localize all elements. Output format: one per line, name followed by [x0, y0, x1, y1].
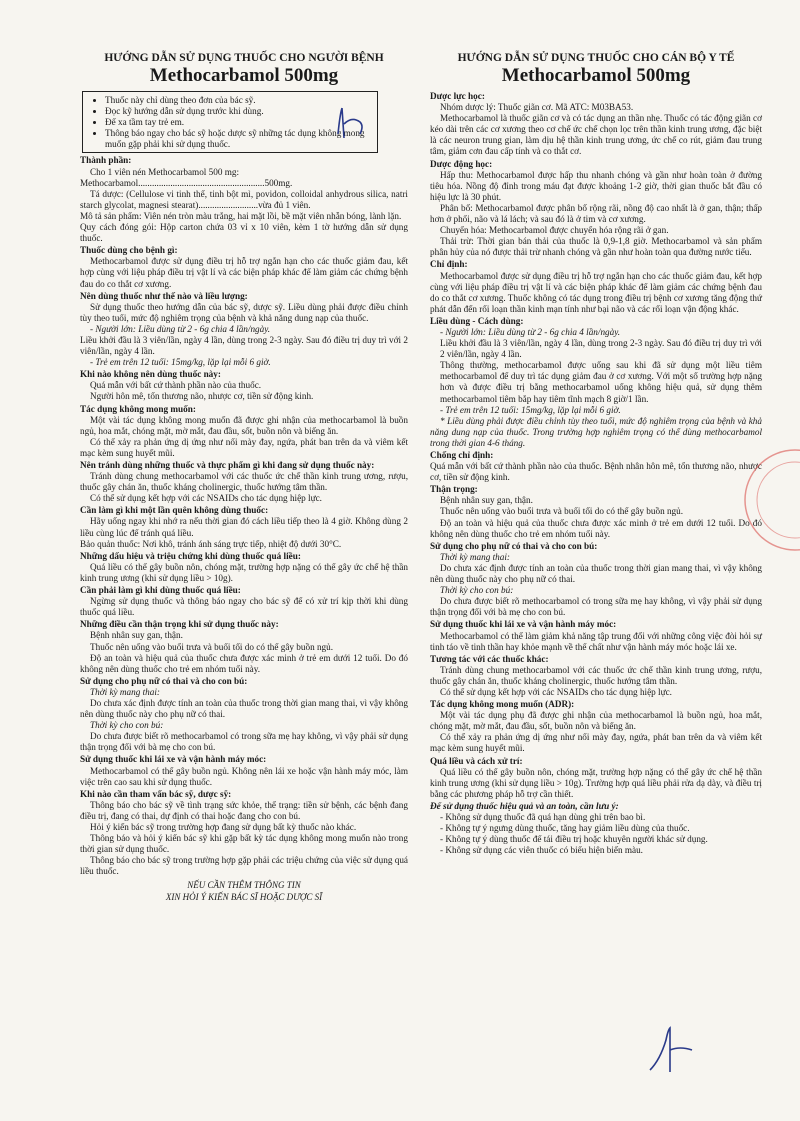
paragraph: Cho 1 viên nén Methocarbamol 500 mg:: [90, 166, 240, 177]
paragraph: - Người lớn: Liều dùng từ 2 - 6g chia 4 lần/ngày.: [440, 326, 621, 337]
paragraph: Do chưa xác định được tính an toàn của thuốc trong thời gian mang thai, vì vậy không nên dùng thuốc này cho phụ nữ có thai.: [430, 562, 762, 585]
section-heading: Khi nào cần tham vấn bác sỹ, dược sỹ:: [80, 788, 232, 799]
paragraph: Liều khởi đầu là 3 viên/lần, ngày 4 lần, dùng trong 2-3 ngày. Sau đó điều trị duy trì với 2 viên/lần, ngày 4 lần.: [440, 338, 762, 360]
paragraph: Thải trừ: Thời gian bán thải của thuốc là 0,9-1,8 giờ. Methocarbamol và sản phẩm phân hủy của nó được thải trừ nhanh chóng và gần như hoàn toàn qua đường nước tiểu.: [430, 236, 762, 258]
warning-list: [91, 95, 371, 150]
paragraph: Phân bố: Methocarbamol được phân bố rộng rãi, nồng độ cao nhất là ở gan, thận; thấp hơn ở phổi, não và lá lách; và sau đó là ở tim và cơ xương.: [430, 202, 762, 225]
section-heading: Sử dụng thuốc khi lái xe và vận hành máy móc:: [430, 619, 617, 630]
paragraph: Ngừng sử dụng thuốc và thông báo ngay cho bác sỹ để có xử trí kịp thời khi dùng thuốc quá liều.: [80, 596, 408, 618]
paragraph: - Trẻ em trên 12 tuổi: 15mg/kg, lặp lại mỗi 6 giờ.: [90, 357, 271, 368]
paragraph: Người hôn mê, tổn thương não, nhược cơ, tiền sử động kinh.: [90, 391, 314, 402]
signature-mark-bottom: [640, 1020, 700, 1080]
paragraph: Thông thường, methocarbamol được uống sau khi đã sử dụng một liều tiêm methocarbamol để duy trì tác dụng giảm đau ở cơ xương. Với một số trường hợp nặng hơn và được điều trị bằng methocarbamol uống không hiệu quả, sử dụng thêm methocarbamol tiêm bắp hay tiêm tĩnh mạch 8 giờ/1 lần.: [440, 360, 762, 404]
paragraph: Tá dược: (Cellulose vi tinh thể, tinh bột mì, povidon, colloidal anhydrous silica, natri starch glycolat, magnesi stearat)..........................vừa đủ 1 viên.: [80, 188, 408, 210]
usage-note: - Không tự ý ngưng dùng thuốc, tăng hay giảm liều dùng của thuốc.: [440, 823, 690, 834]
paragraph: Một vài tác dụng không mong muốn đã được ghi nhận của methocarbamol là buồn ngủ, hoa mắt, chóng mặt, mờ mắt, đau đầu, sốt, buồn nôn và biếng ăn.: [80, 414, 408, 436]
paragraph: - Trẻ em trên 12 tuổi: 15mg/kg, lặp lại mỗi 6 giờ.: [440, 404, 621, 415]
paragraph: Quy cách đóng gói: Hộp carton chứa 03 vỉ x 10 viên, kèm 1 tờ hướng dẫn sử dụng thuốc.: [80, 222, 408, 244]
signature-mark-top: [330, 104, 370, 144]
paragraph: Hấp thu: Methocarbamol được hấp thu nhanh chóng và gần như hoàn toàn ở đường tiêu hóa. Nồng độ đỉnh trong máu đạt được khoảng 1-2 giờ, thời gian thuốc bắt đầu có hiệu lực là 30 phút.: [430, 169, 762, 202]
footer-more-info: NẾU CẦN THÊM THÔNG TIN: [187, 880, 301, 891]
section-heading: Nên dùng thuốc như thế nào và liều lượng:: [80, 290, 248, 301]
paragraph: Có thể sử dụng kết hợp với các NSAIDs cho tác dụng hiệp lực.: [440, 686, 672, 697]
paragraph: Methocarbamol có thể gây buồn ngủ. Không nên lái xe hoặc vận hành máy móc, làm việc trên cao sau khi sử dụng thuốc.: [80, 765, 408, 787]
section-heading: Cần làm gì khi một lần quên không dùng thuốc:: [80, 505, 269, 516]
paragraph: Hỏi ý kiến bác sỹ trong trường hợp đang sử dụng bất kỳ thuốc nào khác.: [90, 822, 357, 832]
left-title: HƯỚNG DẪN SỬ DỤNG THUỐC CHO NGƯỜI BỆNH: [104, 52, 384, 64]
paragraph: Methocarbamol là thuốc giãn cơ và có tác dụng an thần nhẹ. Thuốc có tác động giãn cơ kéo dài trên các cơ xương theo cơ chế ức chế chọn lọc trên thần kinh trung ương, đặc biệt là các neuron trung gian, làm dịu hệ thần kinh trung ương, ức chế co rút, giảm đau trung tâm, giảm cơn đau cấp tính và co thắt cơ.: [430, 113, 762, 157]
paragraph: Độ an toàn và hiệu quả của thuốc chưa được xác minh ở trẻ em dưới 12 tuổi. Do đó không nên dùng thuốc cho trẻ em nhóm tuổi này.: [80, 652, 408, 674]
paragraph: Do chưa được biết rõ methocarbamol có trong sữa mẹ hay không, vì vậy phải sử dụng thận trọng đối với bà mẹ cho con bú.: [430, 596, 762, 618]
usage-notes-list: [430, 812, 762, 856]
paragraph: - Người lớn: Liều dùng từ 2 - 6g chia 4 lần/ngày.: [90, 323, 271, 334]
usage-note: - Không tự ý dùng thuốc để tái điều trị hoặc khuyên người khác sử dụng.: [440, 834, 708, 845]
footer-ask-doctor: XIN HỎI Ý KIẾN BÁC SĨ HOẶC DƯỢC SĨ: [165, 892, 323, 903]
usage-note: - Không sử dụng thuốc đã quá hạn dùng ghi trên bao bì.: [440, 812, 646, 822]
paragraph: Bệnh nhân suy gan, thận.: [90, 630, 183, 641]
paragraph: Bệnh nhân suy gan, thận.: [440, 495, 533, 506]
paragraph: * Liều dùng phải được điều chỉnh tùy theo tuổi, mức độ nghiêm trọng của bệnh và khả năng dung nạp của thuốc. Trong trường hợp nghiêm trọng có thể dùng methocarbamol trong thời gian 4-6 tháng.: [430, 415, 762, 448]
right-drug-name: Methocarbamol 500mg: [501, 65, 691, 86]
section-heading: Tác dụng không mong muốn (ADR):: [430, 699, 575, 710]
paragraph: Tránh dùng chung methocarbamol với các thuốc ức chế thần kinh trung ương, rượu, thuốc gây chán ăn, thuốc kháng cholinergic, thuốc hướng tâm thần.: [430, 664, 762, 686]
section-heading: Dược lực học:: [430, 91, 485, 101]
section-heading: Sử dụng cho phụ nữ có thai và cho con bú:: [80, 675, 248, 686]
paragraph: Thông báo cho bác sỹ trong trường hợp gặp phải các triệu chứng của việc sử dụng quá liều thuốc.: [80, 855, 408, 877]
paragraph: Do chưa được biết rõ methocarbamol có trong sữa mẹ hay không, vì vậy phải sử dụng thận trọng đối với bà mẹ cho con bú.: [80, 731, 408, 753]
section-heading: Quá liều và cách xử trí:: [430, 755, 523, 766]
paragraph: Chuyển hóa: Methocarbamol được chuyển hóa rộng rãi ở gan.: [440, 225, 669, 236]
paragraph: Nhóm dược lý: Thuốc giãn cơ. Mã ATC: M03BA53.: [440, 102, 634, 113]
paragraph: Methocarbamol được sử dụng điều trị hỗ trợ ngắn hạn cho các thuốc giảm đau, kết hợp cùng với liệu pháp điều trị vật lí và các biện pháp khác để làm giảm các chứng bệnh đau do co thắt cơ xương.: [80, 256, 408, 289]
professional-leaflet-column: [430, 52, 762, 856]
warning-item: • Thuốc này chỉ dùng theo đơn của bác sỹ.: [105, 95, 371, 106]
paragraph: Quá liều có thể gây buồn nôn, chóng mặt, trường hợp nặng có thể gây ức chế hệ thần kinh trung ương (khi sử dụng liều > 10g). Trường hợp quá liều phải rửa dạ dày, và điều trị bằng các phương pháp hỗ trợ cần thiết.: [430, 766, 762, 799]
section-heading: Thành phần:: [80, 155, 132, 166]
section-heading: Tác dụng không mong muốn:: [80, 403, 196, 414]
section-heading: Sử dụng thuốc khi lái xe và vận hành máy móc:: [80, 754, 267, 765]
paragraph: Mô tả sản phẩm: Viên nén tròn màu trắng, hai mặt lồi, bề mặt viên nhẵn bóng, lành lặn.: [80, 210, 402, 221]
paragraph: Thời kỳ cho con bú:: [90, 720, 164, 731]
paragraph: Sử dụng thuốc theo hướng dẫn của bác sỹ, dược sỹ. Liều dùng phải được điều chỉnh tùy theo tuổi, mức độ nghiêm trọng của bệnh và khả năng dung nạp của thuốc.: [80, 301, 408, 323]
paragraph: Độ an toàn và hiệu quả của thuốc chưa được xác minh ở trẻ em dưới 12 tuổi. Do đó không nên dùng thuốc cho trẻ em nhóm tuổi này.: [430, 517, 762, 539]
paragraph: Có thể xảy ra phản ứng dị ứng như nổi mày đay, ngứa, phát ban trên da và viêm kết mạc kèm sung huyết mũi.: [430, 732, 762, 754]
paragraph: Thời kỳ cho con bú:: [440, 585, 514, 596]
usage-note: - Không sử dụng các viên thuốc có biểu hiện biến màu.: [440, 845, 643, 856]
section-heading: Thuốc dùng cho bệnh gì:: [80, 245, 178, 256]
patient-leaflet-column: [80, 52, 408, 903]
paragraph: Thông báo cho bác sỹ về tình trạng sức khỏe, thể trạng: tiền sử bệnh, các bệnh đang điều trị, đang có thai, dự định có thai hoặc đang cho con bú.: [80, 799, 408, 821]
section-heading: Chỉ định:: [430, 259, 468, 270]
section-heading: Để sử dụng thuốc hiệu quả và an toàn, cần lưu ý:: [430, 800, 619, 811]
paragraph: Quá mẫn với bất cứ thành phần nào của thuốc. Bệnh nhân hôn mê, tổn thương não, nhược cơ, tiền sử động kinh.: [430, 461, 762, 483]
paragraph: Thời kỳ mang thai:: [440, 551, 510, 562]
paragraph: Hãy uống ngay khi nhớ ra nếu thời gian đó cách liều tiếp theo là 4 giờ. Không dùng 2 liều cùng lúc để tránh quá liều.: [80, 516, 408, 538]
paragraph: Methocarbamol có thể làm giảm khả năng tập trung đối với những công việc đòi hỏi sự tinh táo về tinh thần hay khỏe mạnh về thể chất như vận hành máy móc hoặc lái xe.: [430, 630, 762, 652]
right-content: [430, 91, 762, 812]
paragraph: Methocarbamol.......................................................500mg.: [80, 177, 293, 188]
section-heading: Dược động học:: [430, 158, 493, 169]
warning-item: • Đọc kỹ hướng dẫn sử dụng trước khi dùng.: [105, 106, 371, 117]
section-heading: Nên tránh dùng những thuốc và thực phẩm gì khi đang sử dụng thuốc này:: [80, 460, 375, 470]
stamp-mark: [740, 440, 800, 560]
paragraph: Một vài tác dụng phụ đã được ghi nhận của methocarbamol là buồn ngủ, hoa mắt, chóng mặt, mờ mắt, đau đầu, sốt, buồn nôn và biếng ăn.: [430, 710, 762, 732]
paragraph: Bảo quản thuốc: Nơi khô, tránh ánh sáng trực tiếp, nhiệt độ dưới 30°C.: [80, 538, 342, 549]
section-heading: Khi nào không nên dùng thuốc này:: [80, 369, 221, 380]
left-content: [80, 155, 408, 877]
paragraph: Methocarbamol được sử dụng điều trị hỗ trợ ngắn hạn cho các thuốc giảm đau, kết hợp cùng với liệu pháp điều trị vật lí và các biện pháp khác để làm giảm các chứng bệnh đau do co thắt cơ xương. Thuốc không có tác dụng trong điều trị bệnh cơ xương tăng động thứ phát dẫn đến rối loạn thần kinh mạn tính như bại não và các rối loạn vận động khác.: [430, 270, 762, 314]
paragraph: Tránh dùng chung methocarbamol với các thuốc ức chế thần kinh trung ương, rượu, thuốc gây chán ăn, thuốc kháng cholinergic, thuốc hướng tâm thần.: [80, 471, 408, 493]
section-heading: Cần phải làm gì khi dùng thuốc quá liều:: [80, 585, 241, 596]
right-title: HƯỚNG DẪN SỬ DỤNG THUỐC CHO CÁN BỘ Y TẾ: [457, 52, 735, 64]
section-heading: Sử dụng cho phụ nữ có thai và cho con bú:: [430, 540, 598, 551]
section-heading: Những điều cần thận trọng khi sử dụng thuốc này:: [80, 619, 279, 630]
paragraph: Thông báo và hỏi ý kiến bác sỹ khi gặp bất kỳ tác dụng không mong muốn nào trong thời gian sử dụng thuốc.: [80, 833, 408, 855]
paragraph: Quá liều có thể gây buồn nôn, chóng mặt, trường hợp nặng có thể gây ức chế hệ thần kinh trung ương (khi sử dụng liều > 10g).: [80, 561, 408, 583]
paragraph: Thuốc nên uống vào buổi trưa và buổi tối do có thể gây buồn ngủ.: [90, 641, 334, 652]
section-heading: Những dấu hiệu và triệu chứng khi dùng thuốc quá liều:: [80, 550, 301, 561]
paragraph: Thuốc nên uống vào buổi trưa và buổi tối do có thể gây buồn ngủ.: [440, 506, 684, 517]
warning-item: • Để xa tầm tay trẻ em.: [105, 117, 371, 128]
paragraph: Do chưa xác định được tính an toàn của thuốc trong thời gian mang thai, vì vậy không nên dùng thuốc này cho phụ nữ có thai.: [80, 697, 408, 720]
paragraph: Thời kỳ mang thai:: [90, 686, 160, 697]
paragraph: Có thể xảy ra phản ứng dị ứng như nổi mày đay, ngứa, phát ban trên da và viêm kết mạc kèm sung huyết mũi.: [80, 436, 408, 458]
warning-item: • Thông báo ngay cho bác sỹ hoặc dược sỹ những tác dụng không mong muốn gặp phải khi sử dụng thuốc.: [105, 128, 371, 150]
paragraph: Có thể sử dụng kết hợp với các NSAIDs cho tác dụng hiệp lực.: [90, 493, 322, 504]
section-heading: Liều dùng - Cách dùng:: [430, 315, 524, 326]
left-drug-name: Methocarbamol 500mg: [149, 65, 339, 86]
section-heading: Thận trọng:: [430, 484, 478, 495]
paragraph: Quá mẫn với bất cứ thành phần nào của thuốc.: [90, 380, 262, 391]
section-heading: Tương tác với các thuốc khác:: [430, 653, 549, 664]
section-heading: Chống chỉ định:: [430, 450, 494, 460]
paragraph: Liều khởi đầu là 3 viên/lần, ngày 4 lần, dùng trong 2-3 ngày. Sau đó điều trị duy trì với 2 viên/lần, ngày 4 lần.: [80, 334, 408, 357]
